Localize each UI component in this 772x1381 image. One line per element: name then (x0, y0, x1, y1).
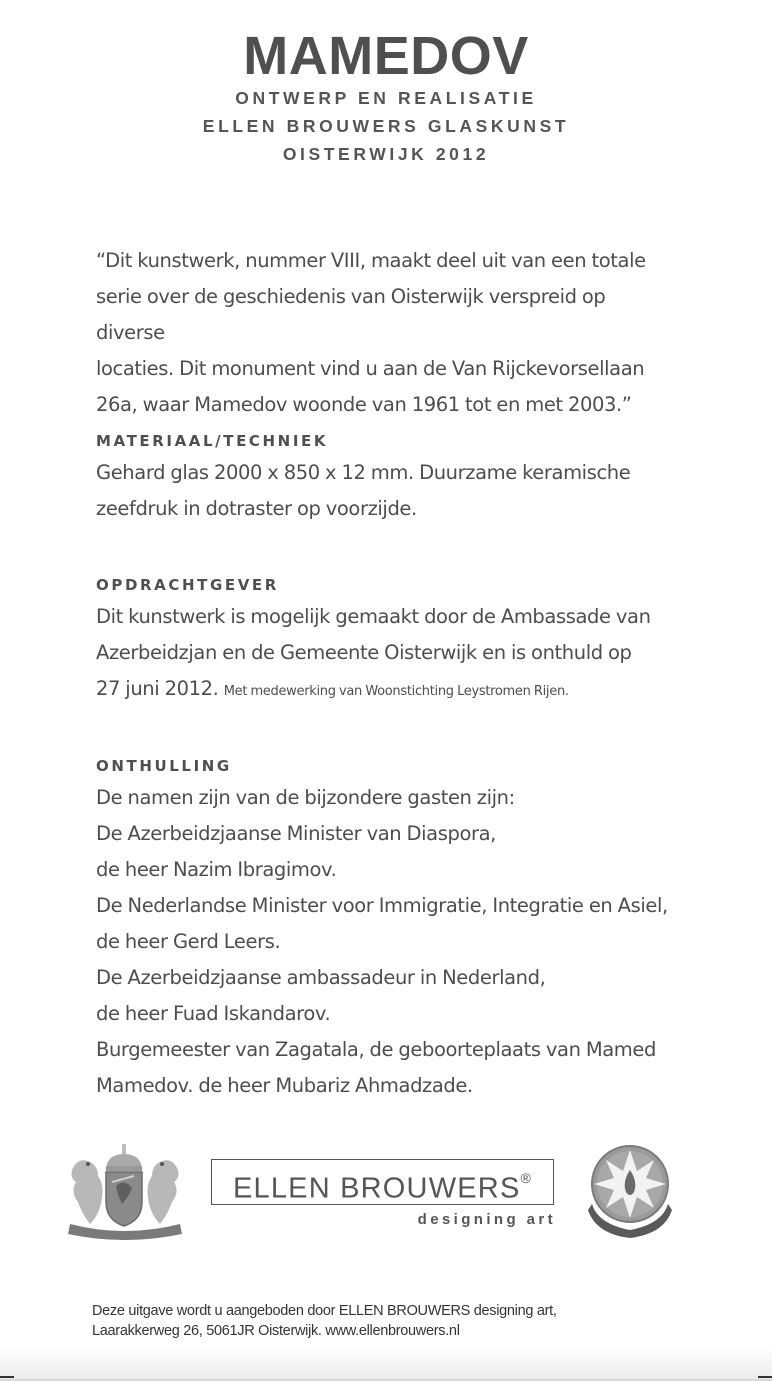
logo-row (0, 1140, 772, 1240)
guest-line: de heer Nazim Ibragimov. (96, 858, 337, 881)
page-edge-mark (0, 1376, 14, 1378)
section-heading: OPDRACHTGEVER (96, 576, 279, 594)
footer-line: Laarakkerweg 26, 5061JR Oisterwijk. www.ellenbrouwers.nl (92, 1323, 460, 1339)
guest-line: De namen zijn van de bijzondere gasten zijn: (96, 786, 515, 809)
page-title: MAMEDOV (243, 26, 529, 86)
section-opdrachtgever (96, 575, 676, 710)
subtitle-line: ELLEN BROUWERS GLASKUNST (202, 116, 570, 136)
section-heading: MATERIAAL/TECHNIEK (96, 432, 329, 450)
intro-line: locaties. Dit monument vind u aan de Van Rijckevorsellaan (96, 357, 645, 380)
page-edge-mark (758, 1376, 772, 1378)
guest-line: De Azerbeidzjaanse ambassadeur in Nederland, (96, 966, 546, 989)
guest-line: De Nederlandse Minister voor Immigratie, Integratie en Asiel, (96, 894, 668, 917)
intro-line: serie over de geschiedenis van Oisterwijk verspreid op diverse (96, 285, 606, 344)
section-line: Gehard glas 2000 x 850 x 12 mm. Duurzame keramische (96, 461, 631, 484)
section-line: Azerbeidzjan en de Gemeente Oisterwijk en is onthuld op (96, 641, 632, 664)
guest-line: Burgemeester van Zagatala, de geboorteplaats van Mamed (96, 1038, 656, 1061)
section-materiaal (96, 431, 676, 527)
azerbaijan-emblem-icon (586, 1144, 676, 1238)
intro-line: “Dit kunstwerk, nummer VIII, maakt deel uit van een totale (96, 249, 646, 272)
brand-tagline: designing art (417, 1211, 556, 1228)
intro-quote (96, 243, 676, 423)
credit-note: Met medewerking van Woonstichting Leystromen Rijen. (223, 684, 569, 699)
section-heading: ONTHULLING (96, 757, 232, 775)
footer-credits (92, 1301, 692, 1341)
guest-line: de heer Gerd Leers. (96, 930, 281, 953)
guest-line: de heer Fuad Iskandarov. (96, 1002, 331, 1025)
subtitle-line: ONTWERP EN REALISATIE (235, 88, 537, 108)
guest-line: De Azerbeidzjaanse Minister van Diaspora, (96, 822, 496, 845)
page-header (0, 28, 772, 168)
netherlands-coat-of-arms-icon (64, 1142, 186, 1240)
section-line: Dit kunstwerk is mogelijk gemaakt door de Ambassade van (96, 605, 651, 628)
section-line: zeefdruk in dotraster op voorzijde. (96, 497, 417, 520)
section-line-with-note (96, 671, 676, 710)
footer-line: Deze uitgave wordt u aangeboden door ELLEN BROUWERS designing art, (92, 1303, 557, 1319)
section-line: 27 juni 2012. (96, 677, 219, 700)
brand-name: ELLEN BROUWERS (232, 1172, 521, 1205)
registered-mark: ® (520, 1170, 533, 1186)
guest-line: Mamedov. de heer Mubariz Ahmadzade. (96, 1074, 473, 1097)
section-onthulling (96, 756, 676, 1104)
intro-line: 26a, waar Mamedov woonde van 1961 tot en met 2003.” (96, 393, 632, 416)
page-bottom-edge (0, 1346, 772, 1381)
brand-logo-box (211, 1159, 554, 1205)
subtitle-line: OISTERWIJK 2012 (282, 144, 490, 164)
